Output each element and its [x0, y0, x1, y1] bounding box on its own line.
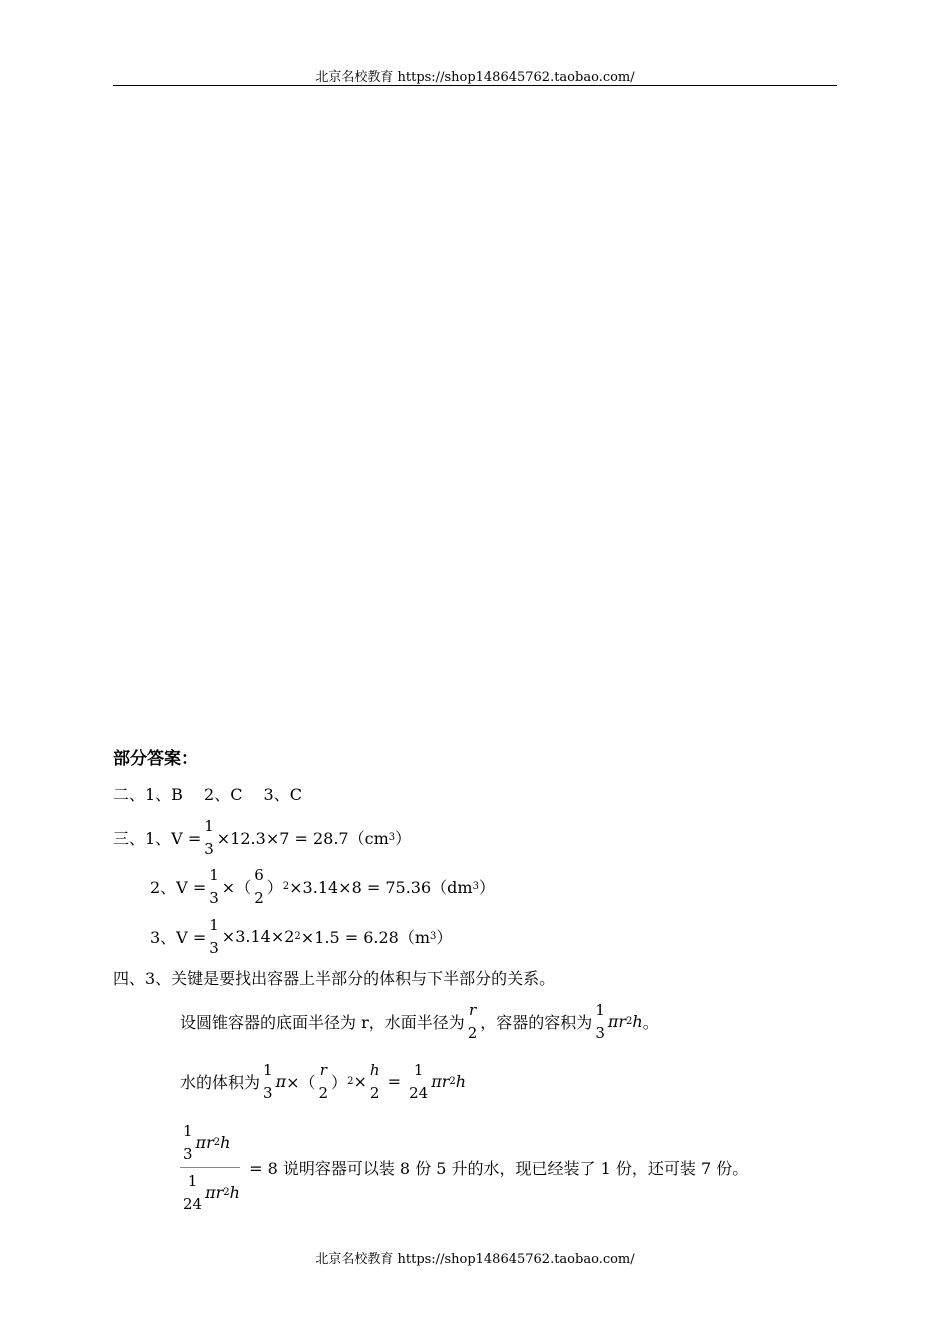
fraction: 1 3 — [595, 1001, 605, 1042]
fraction: h 2 — [369, 1061, 380, 1102]
fraction: 6 2 — [254, 866, 264, 907]
conclusion-text: = 8 说明容器可以装 8 份 5 升的水，现已经装了 1 份，还可装 7 份。 — [244, 1159, 749, 1178]
fraction: 1 3 — [263, 1061, 273, 1102]
fraction: 1 3 — [204, 817, 214, 858]
compound-fraction: 1 3 πr 2 h 1 24 πr 2 h — [180, 1122, 240, 1213]
page-header: 北京名校教育 https://shop148645762.taobao.com/ — [315, 70, 635, 85]
section-four-line2: 水的体积为 1 3 π ×（ r 2 ） 2 × h 2 = 1 24 πr 2 h — [180, 1061, 467, 1102]
section-four-intro: 四、3、关键是要找出容器上半部分的体积与下半部分的关系。 — [113, 969, 556, 988]
fraction: 1 3 — [209, 866, 219, 907]
fraction: 1 3 — [209, 916, 219, 957]
fraction: 1 24 — [409, 1061, 429, 1102]
section-four-line1: 设圆锥容器的底面半径为 r，水面半径为 r 2 ，容器的容积为 1 3 πr 2 h 。 — [180, 1001, 659, 1042]
fraction: r 2 — [467, 1001, 478, 1042]
page-footer: 北京名校教育 https://shop148645762.taobao.com/ — [315, 1252, 635, 1267]
header-rule — [113, 85, 837, 86]
section-three-q3: 3、V = 1 3 ×3.14×2 2 ×1.5 = 6.28（m 3 ） — [150, 916, 453, 957]
section-three-q1: 三、1、V = 1 3 ×12.3×7 = 28.7（cm 3 ） — [113, 817, 412, 858]
answers-title: 部分答案： — [113, 749, 198, 769]
fraction: r 2 — [318, 1061, 329, 1102]
section-two-answers: 二、1、B 2、C 3、C — [113, 785, 302, 804]
section-four-line3 — [180, 1122, 748, 1213]
section-three-q2: 2、V = 1 3 ×（ 6 2 ） 2 ×3.14×8 = 75.36（dm 3 ） — [150, 866, 495, 907]
